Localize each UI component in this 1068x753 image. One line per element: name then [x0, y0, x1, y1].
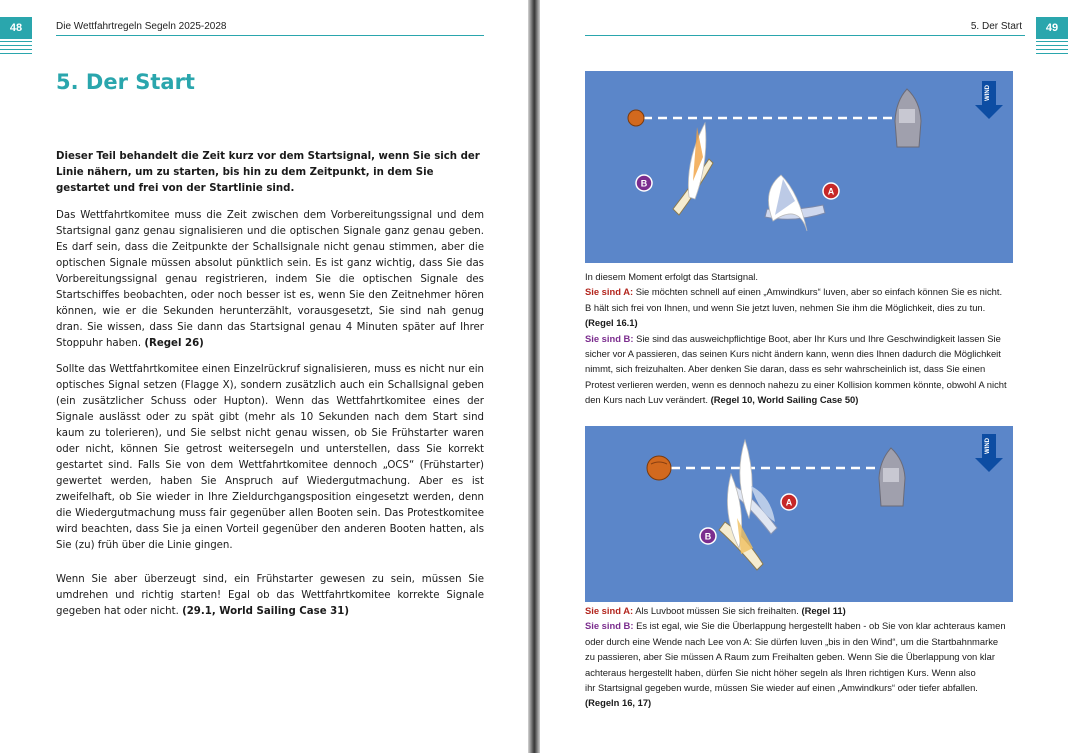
tag-boat-a: Sie sind A: — [585, 286, 634, 298]
committee-boat-icon — [879, 448, 905, 506]
rule-reference: (29.1, World Sailing Case 31) — [182, 606, 349, 617]
boat-a-label: A — [785, 497, 793, 508]
tag-boat-b: Sie sind B: — [585, 620, 634, 632]
caption-1-b-text-5: den Kurs nach Luv verändert. — [585, 394, 708, 406]
chapter-title: 5. Der Start — [56, 70, 195, 94]
caption-1-b-ref: (Regel 10, World Sailing Case 50) — [710, 394, 859, 406]
start-diagram-2 — [585, 426, 1013, 602]
caption-1-a-text-2: B hält sich frei von Ihnen, und wenn Sie jetzt luven, nehmen Sie ihm die Möglichkeit, dies zu tun. — [585, 301, 986, 313]
start-diagram-1 — [585, 71, 1013, 263]
caption-2-b-text-4: achteraus hergestellt haben, dürfen Sie nicht höher segeln als Ihren richtigen Kurs. Wenn also — [585, 666, 976, 678]
body-paragraph-2: Sollte das Wettfahrtkomitee einen Einzelrückruf signalisieren, muss es nicht nur ein optisches Signal setzen (Flagge X), sondern zusätzlich auch ein Schallsignal geben (ein zusätzlicher Schuss oder Hupton). Wenn das Wettfahrtkomitee eines der Signale auslässt oder zu spät gibt (mehr als 10 Sekunden nach dem Start sind kaum zu tolerieren), und Sie selbst nicht genau wissen, ob Sie Frühstarter waren oder nicht, können Sie getrost weitersegeln und unterstellen, dass Sie korrekt gestartet sind. Falls Sie von dem Wettfahrtkomitee dennoch „OCS“ (Frühstarter) gewertet werden, haben Sie Anspruch auf Wiedergutmachung. Aber es ist zweifelhaft, ob Sie wieder in Ihre Zieldurchgangsposition eingesetzt werden, denn die Wiedergutmachung muss fair gegenüber allen Booten sein. Das Protestkomitee wird beachten, dass Sie ja einen Vorteil gegenüber den anderen Booten hatten, als Sie (zu) früh über die Linie gingen. — [56, 364, 484, 551]
caption-1-b-text-4: Protest verlieren werden, wenn es dennoch nahezu zu einer Kollision kommen könnte, obwohl A nicht — [585, 378, 1007, 390]
wind-label: WIND — [985, 438, 991, 454]
caption-1-line — [585, 392, 1015, 407]
left-page — [0, 0, 530, 753]
caption-1-line — [585, 331, 1015, 346]
boat-b-icon — [673, 123, 713, 215]
body-paragraph-3 — [56, 572, 484, 620]
caption-2-b-text-5: ihr Startsignal gegeben wurde, müssen Sie wieder auf einen „Amwindkurs“ oder tiefer abfallen. — [585, 682, 978, 694]
caption-2-b-text-2: oder durch eine Wende nach Lee von A: Sie dürfen luven „bis in den Wind“, um die Startbahnmarke — [585, 635, 999, 647]
page-number-left: 48 — [0, 17, 32, 39]
caption-1-a-text: Sie möchten schnell auf einen „Amwindkurs“ luven, aber so einfach können Sie es nicht. — [635, 286, 1003, 298]
rule-reference: (Regel 26) — [144, 338, 204, 349]
caption-2-b-text-3: zu passieren, aber Sie müssen A Raum zum Freihalten geben. Wenn Sie die Überlappung von klar — [585, 651, 995, 663]
committee-boat-icon — [895, 89, 921, 147]
caption-1-b-text-2: sicher vor A passieren, das seinen Kurs nicht ändern kann, wenn dies Ihnen dadurch die Möglichkeit — [585, 348, 1001, 360]
page-number-right: 49 — [1036, 17, 1068, 39]
tag-boat-b: Sie sind B: — [585, 332, 634, 344]
right-page — [540, 0, 1068, 753]
caption-1-line — [585, 284, 1015, 299]
book-gutter — [528, 0, 540, 753]
boat-b-label: B — [640, 178, 648, 189]
caption-1-intro: In diesem Moment erfolgt das Startsignal. — [585, 271, 758, 282]
running-head-left: Die Wettfahrtregeln Segeln 2025-2028 — [56, 21, 227, 32]
caption-1-b-text-3: nimmt, sich freizuhalten. Aber denken Sie daran, dass es sehr wahrscheinlich ist, dass Sie einen — [585, 363, 986, 375]
caption-2 — [585, 603, 1015, 711]
caption-1 — [585, 269, 1015, 408]
page-number-decoration-right — [1036, 41, 1068, 57]
body-paragraph-1 — [56, 208, 484, 352]
boat-a-label: A — [827, 186, 835, 197]
wind-label: WIND — [985, 85, 991, 101]
caption-2-line — [585, 618, 1015, 633]
caption-1-a-ref: (Regel 16.1) — [585, 317, 638, 329]
paragraph-text: Das Wettfahrtkomitee muss die Zeit zwischen dem Vorbereitungssignal und dem Startsignal ganz genau signalisieren und die optischen Signale ganz genau geben. Es darf sein, dass die Zeitpunkte der Schallsignale nicht genau stimmen, aber die optischen Signale müssen absolut pünktlich sein. Es ist ganz wichtig, dass Sie das Vorbereitungssignal genau registrieren, indem Sie die optischen Signale des Startschiffes beobachten, oder noch besser ist es, wenn Sie den Zeitnehmer hören können, wie er die Sekunden herunterzählt, vorausgesetzt, Sie sind nah genug dran. Sie wissen, dass Sie dann das Startsignal genau 4 Minuten später auf Ihrer Stoppuhr haben. — [56, 210, 484, 349]
caption-1-b-text: Sie sind das ausweichpflichtige Boot, aber Ihr Kurs und Ihre Geschwindigkeit lassen Sie — [636, 332, 1001, 344]
caption-2-a-ref: (Regel 11) — [801, 605, 846, 616]
tag-boat-a: Sie sind A: — [585, 605, 634, 616]
page-number-decoration-left — [0, 41, 32, 57]
caption-2-b-ref: (Regeln 16, 17) — [585, 697, 652, 709]
boat-a-icon — [765, 175, 825, 231]
paragraph-text: Wenn Sie aber überzeugt sind, ein Frühstarter gewesen zu sein, müssen Sie umdrehen und richtig starten! Egal ob das Wettfahrtkomitee korrekte Signale gegeben hat oder nicht. — [56, 574, 484, 617]
caption-2-b-text: Es ist egal, wie Sie die Überlappung hergestellt haben - ob Sie von klar achteraus kamen — [636, 620, 1006, 632]
start-diagram-2-graphic — [585, 426, 1013, 602]
start-mark-buoy-icon — [647, 456, 671, 480]
boat-b-label: B — [704, 531, 712, 542]
caption-2-line — [585, 603, 1015, 618]
header-rule-right — [585, 35, 1025, 36]
start-diagram-1-graphic — [585, 71, 1013, 263]
running-head-right: 5. Der Start — [970, 21, 1022, 32]
lead-paragraph: Dieser Teil behandelt die Zeit kurz vor dem Startsignal, wenn Sie sich der Linie nähern, um zu starten, bis hin zu dem Zeitpunkt, in dem Sie gestartet und frei von der Startlinie sind. — [56, 151, 480, 194]
start-mark-buoy-icon — [628, 110, 644, 126]
caption-2-a-text: Als Luvboot müssen Sie sich freihalten. — [635, 605, 799, 616]
header-rule-left — [56, 35, 484, 36]
